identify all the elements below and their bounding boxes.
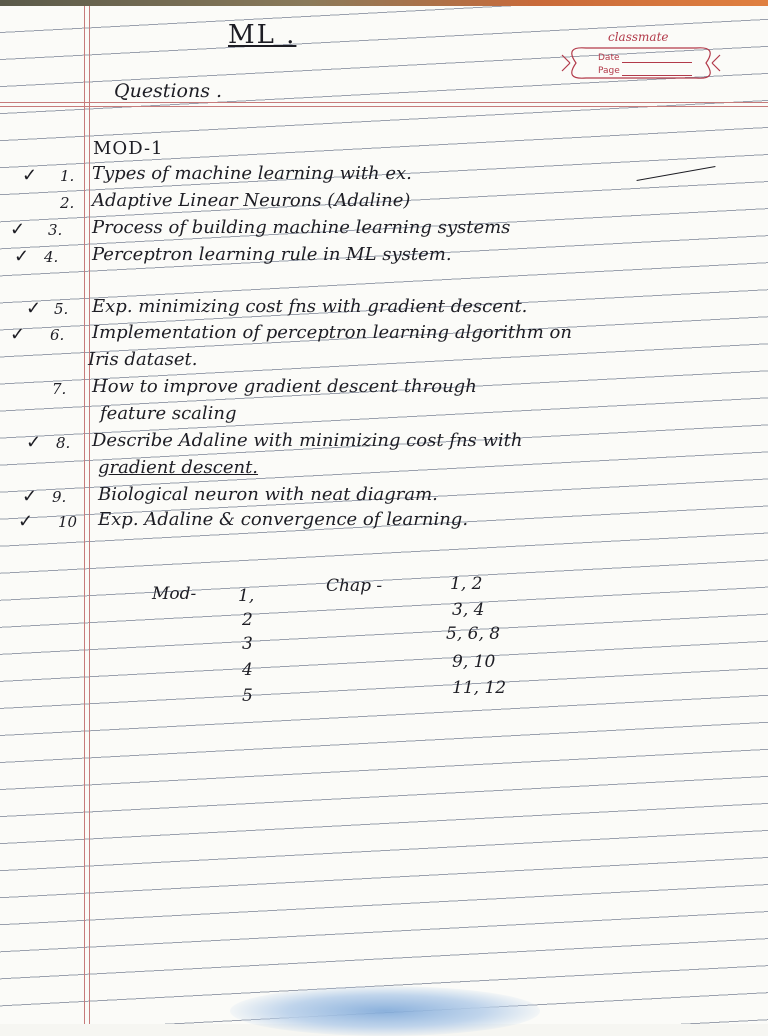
question-number: 3. — [48, 221, 63, 239]
mapping-chap-value: 1, 2 — [450, 574, 483, 594]
question-text: Implementation of perceptron learning algorithm on — [92, 322, 572, 343]
question-1 — [0, 163, 768, 191]
header-rule — [0, 102, 768, 107]
mapping-mod-label: Mod- — [152, 584, 197, 604]
check-mark-icon: ✓ — [10, 219, 26, 240]
question-9 — [0, 484, 768, 512]
question-text: Biological neuron with neat diagram. — [98, 484, 438, 505]
question-2 — [0, 190, 768, 218]
mapping-chap-value: 11, 12 — [452, 678, 507, 698]
questions-heading: Questions . — [114, 80, 223, 102]
question-text: How to improve gradient descent through — [92, 376, 477, 397]
classmate-stamp — [556, 30, 726, 90]
blue-smudge — [230, 986, 540, 1036]
stamp-page-line — [622, 75, 692, 76]
question-number: 5. — [54, 300, 69, 318]
question-number: 6. — [50, 326, 65, 344]
stamp-frame-icon — [556, 40, 726, 86]
question-5 — [0, 296, 768, 324]
question-4 — [0, 244, 768, 272]
question-number: 2. — [60, 194, 75, 212]
question-number: 10 — [58, 513, 78, 531]
mapping-mod-value: 1, — [238, 586, 255, 606]
check-mark-icon: ✓ — [26, 298, 42, 319]
question-number: 1. — [60, 167, 75, 185]
question-text: Adaptive Linear Neurons (Adaline) — [92, 190, 411, 211]
question-number: 4. — [44, 248, 59, 266]
check-mark-icon: ✓ — [26, 432, 42, 453]
question-10 — [0, 509, 768, 537]
mapping-chap-value: 3, 4 — [452, 600, 485, 620]
stamp-date-label: Date — [598, 53, 620, 63]
mapping-mod-value: 2 — [242, 610, 253, 630]
question-continuation: feature scaling — [100, 403, 237, 424]
question-8 — [0, 430, 768, 478]
stamp-date-line — [622, 62, 692, 63]
mapping-chap-label: Chap - — [326, 576, 383, 596]
page-title: ML . — [228, 20, 297, 50]
question-text: Exp. Adaline & convergence of learning. — [98, 509, 469, 530]
question-3 — [0, 217, 768, 245]
question-text: Exp. minimizing cost fns with gradient descent. — [92, 296, 528, 317]
question-text: Describe Adaline with minimizing cost fns with — [92, 430, 523, 451]
question-text: Perceptron learning rule in ML system. — [92, 244, 452, 265]
check-mark-icon: ✓ — [18, 511, 34, 532]
module-heading: MOD-1 — [93, 138, 164, 159]
check-mark-icon: ✓ — [22, 486, 38, 507]
question-text: Process of building machine learning systems — [92, 217, 511, 238]
mapping-chap-value: 9, 10 — [452, 652, 496, 672]
question-6 — [0, 322, 768, 370]
mapping-chap-value: 5, 6, 8 — [446, 624, 501, 644]
question-7 — [0, 376, 768, 424]
question-number: 9. — [52, 488, 67, 506]
question-number: 8. — [56, 434, 71, 452]
stamp-page-label: Page — [598, 66, 620, 76]
mapping-mod-value: 5 — [242, 686, 253, 706]
strike-mark — [637, 166, 716, 181]
notebook-page — [0, 6, 768, 1024]
check-mark-icon: ✓ — [22, 165, 38, 186]
stamp-brand: classmate — [608, 30, 669, 44]
question-text: Types of machine learning with ex. — [92, 163, 412, 184]
question-continuation: gradient descent. — [98, 457, 259, 478]
mapping-mod-value: 3 — [242, 634, 253, 654]
question-continuation: Iris dataset. — [88, 349, 198, 370]
check-mark-icon: ✓ — [10, 324, 26, 345]
question-number: 7. — [52, 380, 67, 398]
check-mark-icon: ✓ — [14, 246, 30, 267]
mapping-mod-value: 4 — [242, 660, 253, 680]
